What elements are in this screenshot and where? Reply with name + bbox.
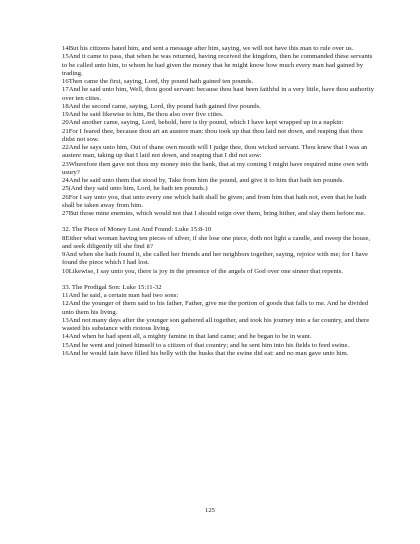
verse: 21For I feared thee, because thou art an austere man: thou took up that thou laid not down, and reaping that thou didst not sow.	[62, 127, 363, 143]
verse: 12And the younger of them said to his father, Father, give me the portion of goods that falls to me. And he divided unto them his living.	[62, 300, 369, 316]
verse: 19And he said likewise to him, Be thou also over five cities.	[62, 111, 224, 118]
verse: 10Likewise, I say unto you, there is joy in the presence of the angels of God over one sinner that repents.	[62, 267, 343, 275]
verse: 18And the second came, saying, Lord, thy pound hath gained five pounds.	[62, 102, 261, 110]
verse: 23Wherefore then gave not thou my money into the bank, that at my coming I might have required mine own with usury?	[62, 160, 369, 176]
verse: 26For I say unto you, that unto every one which hath shall be given; and from him that hath not, even that he hath shall be taken away from him.	[62, 193, 367, 209]
verse: 15And it came to pass, that when he was returned, having received the kingdom, then he commanded these servants to be called unto him, to whom he had given the money that he might know how much every man had gained by trading.	[62, 53, 373, 77]
section-parable-of-pounds	[62, 45, 374, 218]
verse: 17And he said unto him, Well, thou good servant: because thou hast been faithful in a very little, have thou authority over ten cities.	[62, 86, 374, 102]
verse: 22And he says unto him, Out of thane own mouth will I judge thee, thou wicked servant. Thou knew that I was an austere man, taking up that I laid not down, and reaping that I did not sow:	[62, 144, 368, 160]
page-body	[62, 45, 374, 358]
section-heading: 33. The Prodigal Son: Luke 15:11-32	[62, 283, 162, 291]
verse: 8Either what woman having ten pieces of silver, if she lose one piece, doth not light a candle, and sweep the house, and seek diligently till she find it?	[62, 234, 371, 250]
verse: 11And he said, a certain man had two sons:	[62, 292, 179, 299]
verse: 15And he went and joined himself to a citizen of that country; and he sent him into his fields to feed swine.	[62, 341, 350, 349]
section-gap	[62, 218, 374, 226]
verse: 25(And they said unto him, Lord, he hath ten pounds.)	[62, 185, 208, 193]
verse: 16And he would fain have filled his belly with the husks that the swine did eat: and no man gave unto him.	[62, 349, 349, 357]
verse: 24And he said unto them that stood by, Take from him the pound, and give it to him that hath ten pounds.	[62, 177, 345, 184]
page-number: 125	[204, 507, 216, 514]
section-heading: 32. The Piece of Money Lost And Found: Luke 15:8-10	[62, 226, 212, 234]
verse: 13And not many days after the younger son gathered all together, and took his journey into a far country, and there wasted his substance with riotous living.	[62, 316, 370, 332]
verse: 16Then came the first, saying, Lord, thy pound hath gained ten pounds.	[62, 78, 254, 85]
section-lost-coin	[62, 226, 374, 276]
verse: 14But his citizens hated him, and sent a message after him, saying, we will not have this man to rule over us.	[62, 45, 354, 52]
section-prodigal-son	[62, 284, 374, 358]
verse: 27But those mine enemies, which would not that I should reign over them, bring hither, and slay them before me.	[62, 210, 366, 217]
verse: 20And another came, saying, Lord, behold, here is thy pound, which I have kept wrapped up in a napkin:	[62, 119, 344, 127]
verse: 14And when he had spent all, a mighty famine in that land came; and he began to be in want.	[62, 333, 312, 341]
section-gap	[62, 276, 374, 284]
verse: 9And when she hath found it, she called her friends and her neighbors together, saying, rejoice with me; for I have found the piece which I had lost.	[62, 251, 368, 267]
